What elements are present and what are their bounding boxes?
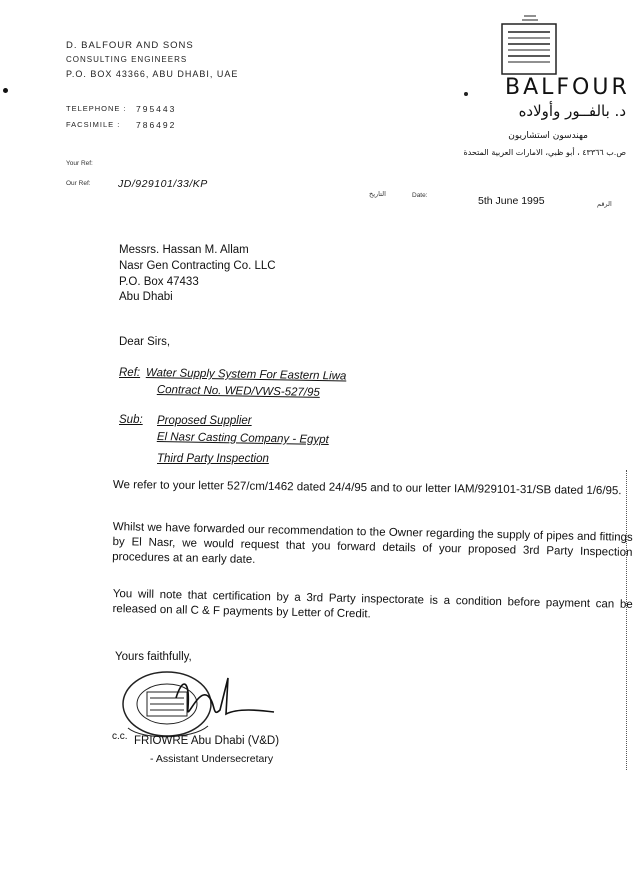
handwritten-signature-icon	[168, 668, 278, 728]
scan-edge-noise	[626, 470, 629, 770]
recipient-line-4: Abu Dhabi	[119, 291, 173, 303]
paragraph-2: Whilst we have forwarded our recommendation to the Owner regarding the supply of pipes and fittings by El Nasr, we would request that you forward details of your proposed 3rd Party Inspection procedures at an early date.	[112, 520, 633, 566]
paragraph-3: You will note that certification by a 3rd Party inspectorate is a condition before payment can be released on all C & F payments by Letter of Credit.	[112, 587, 633, 621]
margin-dot	[3, 88, 8, 93]
balfour-logo-icon	[500, 14, 560, 76]
company-name: D. BALFOUR AND SONS	[66, 40, 194, 51]
our-ref-label: Our Ref:	[66, 180, 91, 187]
date-label-arabic: التاريخ	[369, 190, 386, 198]
company-subtitle: CONSULTING ENGINEERS	[66, 55, 188, 64]
paragraph-1: We refer to your letter 527/cm/1462 dated 24/4/95 and to our letter IAM/929101-31/SB dated 1/6/95.	[112, 478, 622, 498]
ref-label-arabic: الرقم	[597, 200, 612, 208]
date-label: Date:	[412, 192, 428, 199]
facsimile-number: 786492	[136, 120, 177, 130]
telephone-label: TELEPHONE :	[66, 104, 127, 113]
cc-label: c.c.	[112, 731, 128, 742]
arabic-subtitle: مهندسون استشاريون	[508, 131, 588, 141]
ref-line-1: Water Supply System For Eastern Liwa	[145, 366, 347, 383]
recipient-line-3: P.O. Box 47433	[119, 276, 199, 288]
logo-wordmark: BALFOUR	[505, 75, 630, 100]
margin-dot	[464, 92, 468, 96]
sub-line-3: Third Party Inspection	[157, 453, 269, 465]
cc-line-1: FRIOWRE Abu Dhabi (V&D)	[134, 735, 280, 747]
company-address: P.O. BOX 43366, ABU DHABI, UAE	[66, 69, 239, 79]
our-ref-value: JD/929101/33/KP	[118, 178, 208, 190]
facsimile-label: FACSIMILE :	[66, 120, 121, 129]
arabic-address: ص.ب ٤٣٣٦٦ ، أبو ظبي، الامارات العربية المتحدة	[463, 148, 626, 157]
telephone-number: 795443	[136, 104, 177, 114]
recipient-line-1: Messrs. Hassan M. Allam	[119, 244, 249, 256]
closing: Yours faithfully,	[115, 651, 192, 663]
ref-label: Ref:	[119, 367, 141, 379]
sub-line-1: Proposed Supplier	[157, 415, 252, 427]
letter-date: 5th June 1995	[478, 195, 545, 207]
sub-line-2: El Nasr Casting Company - Egypt	[156, 430, 329, 446]
cc-line-2: - Assistant Undersecretary	[150, 753, 274, 765]
sub-label: Sub:	[119, 414, 143, 426]
recipient-line-2: Nasr Gen Contracting Co. LLC	[119, 260, 276, 272]
your-ref-label: Your Ref:	[66, 160, 93, 167]
ref-line-2: Contract No. WED/VWS-527/95	[156, 383, 320, 399]
arabic-company-name: د. بالفــور وأولاده	[518, 102, 626, 120]
salutation: Dear Sirs,	[119, 336, 171, 348]
